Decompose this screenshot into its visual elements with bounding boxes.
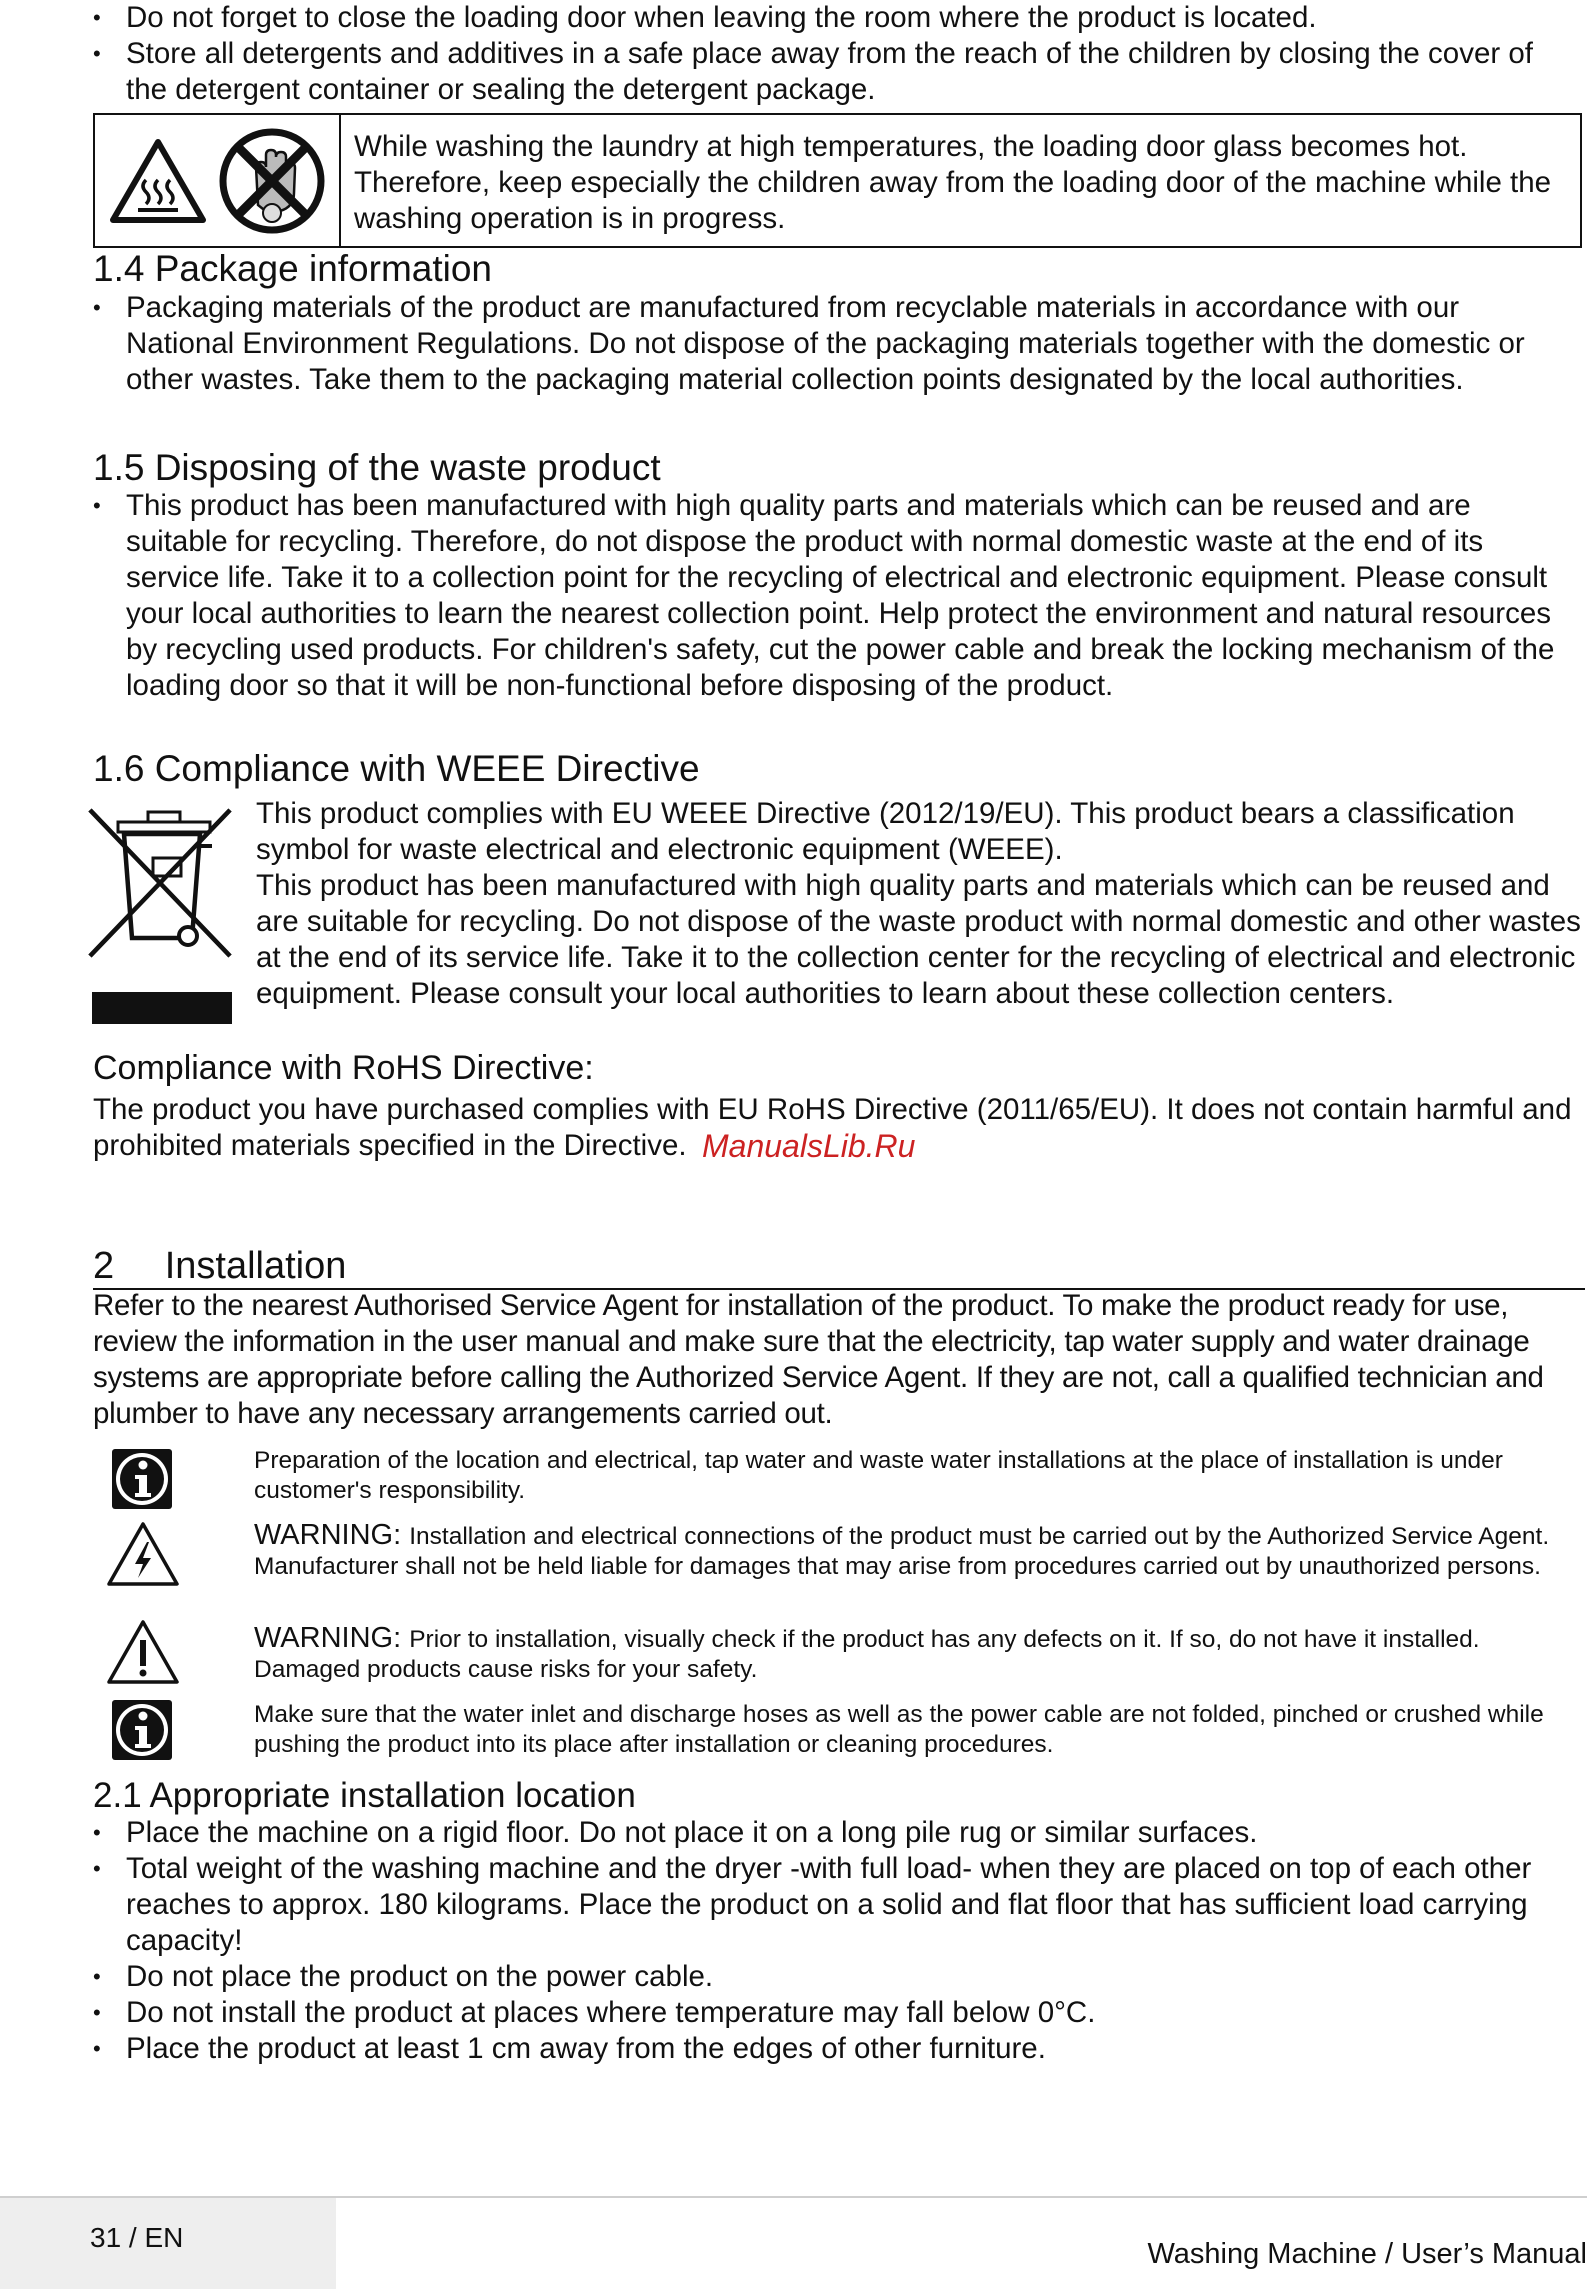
note-electrical-warning <box>254 1520 1574 1582</box>
no-children-hand-icon <box>218 127 326 235</box>
general-warning-icon <box>105 1618 181 1686</box>
note-text: Prior to installation, visually check if the product has any defects on it. If so, do not have it installed. Damaged products cause risks for your safety. <box>254 1626 1480 1683</box>
section-number: 2 <box>93 1245 115 1287</box>
list-item: • Do not install the product at places where temperature may fall below 0°C. <box>93 1995 1578 2031</box>
watermark: ManualsLib.Ru <box>702 1128 916 1164</box>
package-info-bullets <box>93 290 1563 398</box>
section-title-disposing-waste: 1.5 Disposing of the waste product <box>93 447 661 488</box>
section-title-weee: 1.6 Compliance with WEEE Directive <box>93 748 700 789</box>
list-item: • Place the product at least 1 cm away from the edges of other furniture. <box>93 2031 1578 2067</box>
note-text: Make sure that the water inlet and discharge hoses as well as the power cable are not folded, pinched or crushed while pushing the product into its place after installation or cleaning procedures. <box>254 1701 1544 1758</box>
disposing-waste-bullets <box>93 488 1568 704</box>
installation-intro: Refer to the nearest Authorised Service Agent for installation of the product. To make the product ready for use, review the information in the user manual and make sure that the electricity, tap water supply and water drainage systems are appropriate before calling the Authorized Service Agent. If they are not, call a qualified technician and plumber to have any necessary arrangements carried out. <box>93 1289 1544 1430</box>
weee-paragraph-2: This product has been manufactured with high quality parts and materials which can be reused and are suitable for recycling. Do not dispose of the waste product with normal domestic and other wastes at the end of its service life. Take it to the collection center for the recycling of electrical and electronic equipment. Please consult your local authorities to learn about these collection centers. <box>256 869 1581 1010</box>
info-icon <box>110 1447 174 1511</box>
list-item: • Packaging materials of the product are manufactured from recyclable materials in accordance with our National Environment Regulations. Do not dispose of the packaging materials together with the domestic or other wastes. Take them to the packaging material collection points designated by the local authorities. <box>93 290 1563 398</box>
rohs-title: Compliance with RoHS Directive: <box>93 1049 594 1087</box>
list-item: • Do not place the product on the power cable. <box>93 1959 1578 1995</box>
note-text: Installation and electrical connections of the product must be carried out by the Authorized Service Agent. Manufacturer shall not be held liable for damages that may arise from procedures carried out by unauthorized persons. <box>254 1523 1550 1580</box>
note-location-responsibility <box>254 1446 1574 1506</box>
section-title-package-information: 1.4 Package information <box>93 248 493 289</box>
electrical-warning-icon <box>105 1520 181 1588</box>
hot-surface-warning-icon <box>108 136 208 226</box>
section-title: Installation <box>164 1245 347 1287</box>
footer-page-panel <box>0 2198 336 2289</box>
rohs-text: The product you have purchased complies with EU RoHS Directive (2011/65/EU). It does not contain harmful and prohibited materials specified in the Directive. <box>93 1093 1572 1162</box>
page-number: 31 / EN <box>90 2222 184 2253</box>
list-item: • Total weight of the washing machine and the dryer -with full load- when they are placed on top of each other reaches to approx. 180 kilograms. Place the product on a solid and flat floor that has sufficient load carrying capacity! <box>93 1851 1578 1959</box>
note-prefix: WARNING: <box>254 1622 410 1654</box>
hot-door-warning-text: While washing the laundry at high temperatures, the loading door glass becomes hot. Therefore, keep especially the children away from the loading door of the machine while the washing operation is in progress. <box>354 130 1552 235</box>
section-title-installation <box>93 1246 346 1286</box>
note-hoses-cable <box>254 1700 1574 1760</box>
list-item: • Place the machine on a rigid floor. Do not place it on a long pile rug or similar surfaces. <box>93 1815 1578 1851</box>
list-item: • Do not forget to close the loading door when leaving the room where the product is located. <box>93 0 1563 36</box>
note-defect-warning <box>254 1623 1574 1685</box>
crossed-out-wheelie-bin-icon <box>88 808 236 1034</box>
note-text: Preparation of the location and electrical, tap water and waste water installations at the place of installation is under customer's responsibility. <box>254 1447 1503 1504</box>
installation-location-bullets <box>93 1815 1578 2067</box>
list-item: • Store all detergents and additives in a safe place away from the reach of the children by closing the cover of the detergent container or sealing the detergent package. <box>93 36 1563 108</box>
manual-title: Washing Machine / User’s Manual <box>1147 2238 1587 2270</box>
hot-door-warning-box <box>93 113 1582 248</box>
info-icon <box>110 1698 174 1762</box>
section-title-installation-location: 2.1 Appropriate installation location <box>93 1776 636 1815</box>
weee-paragraph-1: This product complies with EU WEEE Directive (2012/19/EU). This product bears a classification symbol for waste electrical and electronic equipment (WEEE). <box>256 797 1515 866</box>
warning-icons <box>95 115 341 246</box>
list-item: • This product has been manufactured with high quality parts and materials which can be reused and are suitable for recycling. Therefore, do not dispose the product with normal domestic waste at the end of its service life. Take it to a collection point for the recycling of electrical and electronic equipment. Please consult your local authorities to learn the nearest collection point. Help protect the environment and natural resources by recycling used products. For children's safety, cut the power cable and break the locking mechanism of the loading door so that it will be non-functional before disposing of the product. <box>93 488 1568 704</box>
note-prefix: WARNING: <box>254 1519 410 1551</box>
intro-bullets <box>93 0 1563 108</box>
